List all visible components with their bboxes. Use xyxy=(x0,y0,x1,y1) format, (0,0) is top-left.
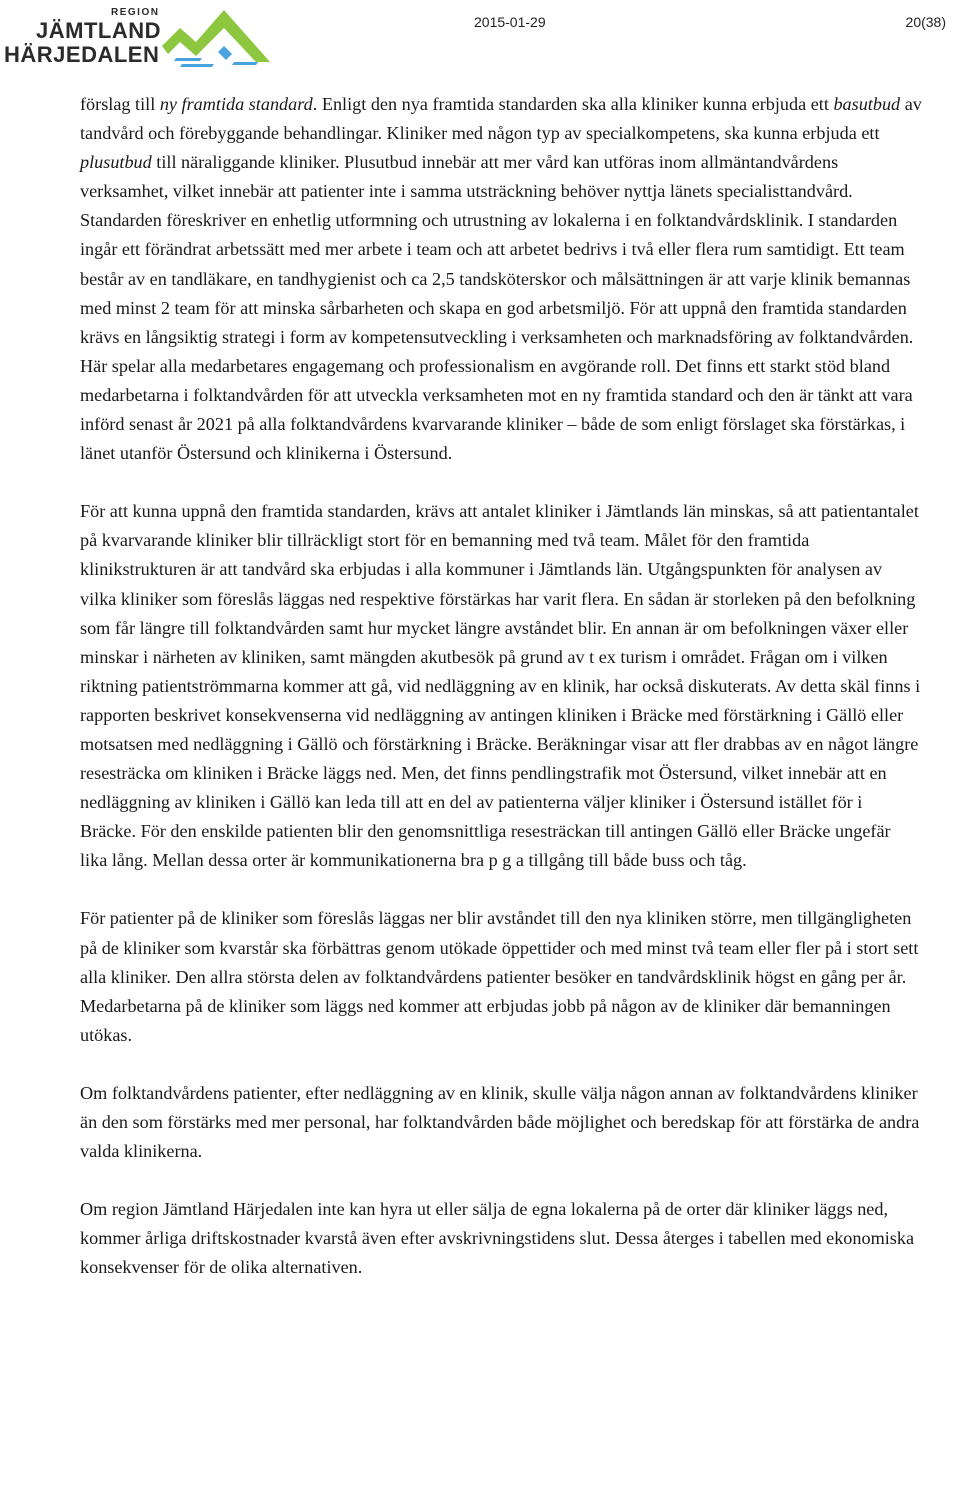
paragraph-spacer xyxy=(80,468,922,497)
paragraph-spacer xyxy=(80,1166,922,1195)
page-number: 20(38) xyxy=(905,14,946,30)
page-header xyxy=(0,0,960,80)
paragraph-spacer xyxy=(80,875,922,904)
p1-emphasis-standard: ny framtida standard xyxy=(159,94,313,114)
p1-text-d: till näraliggande kliniker. Plusutbud innebär att mer vård kan utföras inom allmäntandvårdens verksamhet, vilket innebär att patienter inte i samma utsträckning behöver nyttja länets specialisttandvård. Standarden föreskriver en enhetlig utformning och utrustning av lokalerna i en folktandvårdsklinik. I standarden ingår ett förändrat arbetssätt med mer arbete i team och att arbetet bedrivs i två eller flera rum samtidigt. Ett team består av en tandläkare, en tandhygienist och ca 2,5 tandsköterskor och målsättningen är att varje klinik bemannas med minst 2 team för att minska sårbarheten och skapa en god arbetsmiljö. För att uppnå den framtida standarden krävs en långsiktig strategi i form av kompetensutveckling i verksamheten och marknadsföring av folktandvården. Här spelar alla medarbetares engagemang och professionalism en avgörande roll. Det finns ett starkt stöd bland medarbetarna i folktandvården för att utveckla verksamheten mot en ny framtida standard och den är tänkt att vara införd senast år 2021 på alla folktandvårdens kvarvarande kliniker – både de som enligt förslaget ska förstärkas, i länet utanför Östersund och klinikerna i Östersund. xyxy=(80,152,914,464)
p1-emphasis-basutbud: basutbud xyxy=(833,94,901,114)
paragraph-accessibility: För patienter på de kliniker som föreslås läggas ner blir avståndet till den nya kliniken större, men tillgängligheten på de kliniker som kvarstår ska förbättras genom utökade öppettider och med minst två team eller fler på i stort sett alla kliniker. Den allra största delen av folktandvårdens patienter besöker en tandvårdsklinik högst en gång per år. Medarbetarna på de kliniker som läggs ned kommer att erbjudas jobb på någon av de kliniker där bemanningen utökas. xyxy=(80,908,919,1045)
p1-text-c: av tandvård och förebyggande behandlingar. Kliniker med någon typ av specialkompetens, ska kunna erbjuda ett xyxy=(80,94,922,144)
p1-text-b: . Enligt den nya framtida standarden ska alla kliniker kunna erbjuda ett xyxy=(312,94,834,114)
p1-text-a: förslag till xyxy=(80,94,160,114)
paragraph-clinic-count: För att kunna uppnå den framtida standarden, krävs att antalet kliniker i Jämtlands län minskas, så att patientantalet på kvarvarande kliniker blir tillräckligt stort för en bemanning med två team. Målet för den framtida klinikstrukturen är att tandvård ska erbjudas i alla kommuner i Jämtlands län. Utgångspunkten för analysen av vilka kliniker som föreslås läggas ned respektive förstärkas har varit flera. En sådan är storleken på den befolkning som får längre till folktandvården samt hur mycket längre avståndet blir. En annan är om befolkningen växer eller minskar i närheten av kliniken, samt mängden akutbesök på grund av t ex turism i området. Frågan om i vilken riktning patientströmmarna kommer att gå, vid nedläggning av en klinik, har också diskuterats. Av detta skäl finns i rapporten beskrivet konsekvenserna vid nedläggning av antingen kliniken i Bräcke med förstärkning i Gällö eller motsatsen med nedläggning i Gällö och förstärkning i Bräcke. Beräkningar visar att fler drabbas av en något längre resesträcka om kliniken i Bräcke läggs ned. Men, det finns pendlingstrafik mot Östersund, vilket innebär att en nedläggning av kliniken i Gällö kan leda till att en del av patienterna väljer kliniker i Östersund istället för i Bräcke. För den enskilde patienten blir den genomsnittliga resesträckan till antingen Gällö eller Bräcke ungefär lika lång. Mellan dessa orter är kommunikationerna bra p g a tillgång till både buss och tåg. xyxy=(80,501,921,871)
document-date: 2015-01-29 xyxy=(474,14,546,30)
logo-region-label: REGION xyxy=(111,7,160,18)
logo-jamtland-label: JÄMTLAND xyxy=(36,18,161,43)
paragraph-patient-choice: Om folktandvårdens patienter, efter nedläggning av en klinik, skulle välja någon annan av folktandvårdens kliniker än den som förstärks med mer personal, har folktandvården både möjlighet och beredskap för att förstärka de andra valda klinikerna. xyxy=(80,1082,920,1162)
region-logo xyxy=(4,6,274,68)
mountain-logo-icon xyxy=(162,6,274,68)
document-body xyxy=(80,90,922,1282)
logo-harjedalen-label: HÄRJEDALEN xyxy=(4,42,160,67)
p1-emphasis-plusutbud: plusutbud xyxy=(80,152,152,173)
paragraph-standard xyxy=(80,90,922,468)
paragraph-premises-costs: Om region Jämtland Härjedalen inte kan hyra ut eller sälja de egna lokalerna på de orter där kliniker läggs ned, kommer årliga driftskostnader kvarstå även efter avskrivningstidens slut. Dessa återges i tabellen med ekonomiska konsekvenser för de olika alternativen. xyxy=(80,1199,915,1278)
paragraph-spacer xyxy=(80,1050,922,1079)
